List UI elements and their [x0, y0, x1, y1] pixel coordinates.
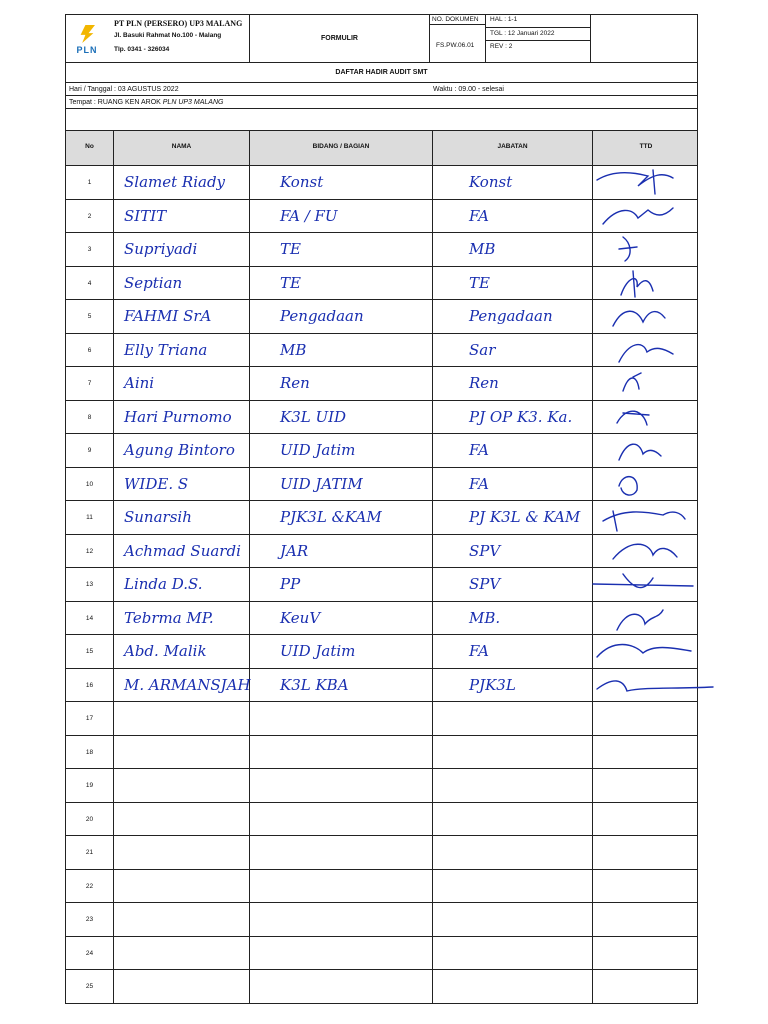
attendee-name — [114, 903, 250, 936]
signature-cell — [593, 334, 699, 367]
col-ttd: TTD — [639, 143, 653, 150]
attendee-position: Sar — [433, 334, 593, 367]
attendee-name: SITIT — [114, 200, 250, 233]
signature-cell — [593, 836, 699, 869]
attendee-position — [433, 870, 593, 903]
signature-cell — [593, 200, 699, 233]
row-number: 18 — [66, 736, 114, 769]
meeting-place: Tempat : RUANG KEN AROK PLN UP3 MALANG — [69, 99, 224, 106]
signature — [593, 300, 699, 334]
attendee-position: MB — [433, 233, 593, 266]
date-time-row — [66, 83, 697, 96]
signature — [593, 233, 699, 267]
table-row — [66, 803, 697, 837]
signature-cell — [593, 669, 699, 702]
signature-cell — [593, 803, 699, 836]
form-type-block — [250, 15, 430, 63]
form-title: DAFTAR HADIR AUDIT SMT — [66, 63, 697, 83]
attendee-name — [114, 836, 250, 869]
signature-cell — [593, 602, 699, 635]
table-row — [66, 870, 697, 904]
signature-cell — [593, 434, 699, 467]
company-address: Jl. Basuki Rahmat No.100 - Malang — [114, 32, 222, 39]
attendee-position — [433, 836, 593, 869]
attendee-position: PJ K3L & KAM — [433, 501, 593, 534]
table-row — [66, 903, 697, 937]
signature-cell — [593, 535, 699, 568]
table-row — [66, 836, 697, 870]
table-row — [66, 434, 697, 468]
table-row — [66, 166, 697, 200]
signature-cell — [593, 635, 699, 668]
signature-cell — [593, 501, 699, 534]
signature — [593, 535, 699, 569]
signature-cell — [593, 401, 699, 434]
attendee-name: Aini — [114, 367, 250, 400]
attendee-position: FA — [433, 434, 593, 467]
signature — [593, 669, 699, 703]
company-phone: Tlp. 0341 - 326034 — [114, 46, 170, 53]
attendee-name: Linda D.S. — [114, 568, 250, 601]
signature-cell — [593, 233, 699, 266]
signature — [593, 367, 699, 401]
signature-cell — [593, 736, 699, 769]
row-number: 7 — [66, 367, 114, 400]
attendee-position: PJ OP K3. Ka. — [433, 401, 593, 434]
doc-revision: REV : 2 — [490, 43, 513, 50]
signature — [593, 602, 699, 636]
logo-text: PLN — [76, 45, 98, 55]
attendee-division: TE — [250, 267, 433, 300]
signature-cell — [593, 769, 699, 802]
attendee-division: UID JATIM — [250, 468, 433, 501]
attendee-position — [433, 970, 593, 1003]
attendee-name — [114, 803, 250, 836]
attendee-position: TE — [433, 267, 593, 300]
attendee-division — [250, 769, 433, 802]
table-row — [66, 970, 697, 1004]
attendee-position — [433, 903, 593, 936]
row-number: 23 — [66, 903, 114, 936]
attendee-position — [433, 937, 593, 970]
attendee-division: UID Jatim — [250, 434, 433, 467]
attendee-division: Konst — [250, 166, 433, 199]
attendee-position: SPV — [433, 535, 593, 568]
row-number: 15 — [66, 635, 114, 668]
table-row — [66, 602, 697, 636]
row-number: 12 — [66, 535, 114, 568]
col-nama: NAMA — [114, 131, 250, 165]
attendee-division — [250, 870, 433, 903]
row-number: 9 — [66, 434, 114, 467]
col-bidang: BIDANG / BAGIAN — [250, 131, 433, 165]
attendee-name: Hari Purnomo — [114, 401, 250, 434]
row-number: 6 — [66, 334, 114, 367]
table-row — [66, 635, 697, 669]
attendee-name: M. ARMANSJAH — [114, 669, 250, 702]
doc-number-block — [430, 15, 486, 63]
row-number: 2 — [66, 200, 114, 233]
form-type: FORMULIR — [321, 35, 358, 42]
table-row — [66, 200, 697, 234]
attendee-position: SPV — [433, 568, 593, 601]
row-number: 17 — [66, 702, 114, 735]
attendee-name: WIDE. S — [114, 468, 250, 501]
table-row — [66, 334, 697, 368]
spacer-row — [66, 109, 697, 130]
attendee-name: Elly Triana — [114, 334, 250, 367]
table-header — [66, 130, 697, 166]
row-number: 21 — [66, 836, 114, 869]
form-header — [66, 15, 697, 63]
row-number: 10 — [66, 468, 114, 501]
row-number: 13 — [66, 568, 114, 601]
signature — [593, 166, 699, 200]
attendee-division — [250, 803, 433, 836]
signature-cell — [593, 568, 699, 601]
attendance-form — [65, 14, 698, 1004]
signature-cell — [593, 903, 699, 936]
attendee-name — [114, 970, 250, 1003]
signature — [593, 200, 699, 234]
signature-cell — [593, 166, 699, 199]
attendee-division: Pengadaan — [250, 300, 433, 333]
row-number: 4 — [66, 267, 114, 300]
row-number: 5 — [66, 300, 114, 333]
signature — [593, 635, 699, 669]
attendee-position — [433, 769, 593, 802]
attendee-name: Achmad Suardi — [114, 535, 250, 568]
signature — [593, 434, 699, 468]
attendee-position: Pengadaan — [433, 300, 593, 333]
doc-number-label: NO. DOKUMEN — [432, 16, 479, 23]
signature — [593, 568, 699, 602]
row-number: 24 — [66, 937, 114, 970]
table-row — [66, 300, 697, 334]
table-row — [66, 367, 697, 401]
signature-cell — [593, 300, 699, 333]
attendee-position — [433, 803, 593, 836]
attendee-division: PP — [250, 568, 433, 601]
attendee-name — [114, 736, 250, 769]
place-row — [66, 96, 697, 109]
table-row — [66, 401, 697, 435]
attendee-name: FAHMI SrA — [114, 300, 250, 333]
row-number: 20 — [66, 803, 114, 836]
table-row — [66, 468, 697, 502]
table-row — [66, 535, 697, 569]
attendee-division: Ren — [250, 367, 433, 400]
pln-logo — [74, 23, 100, 57]
attendee-division — [250, 937, 433, 970]
attendee-name: Septian — [114, 267, 250, 300]
row-number: 19 — [66, 769, 114, 802]
attendee-name — [114, 870, 250, 903]
attendee-name: Agung Bintoro — [114, 434, 250, 467]
attendee-division — [250, 836, 433, 869]
signature-cell — [593, 870, 699, 903]
attendee-position: PJK3L — [433, 669, 593, 702]
attendee-division: UID Jatim — [250, 635, 433, 668]
attendee-position: FA — [433, 468, 593, 501]
attendee-name: Slamet Riady — [114, 166, 250, 199]
attendee-division — [250, 970, 433, 1003]
attendee-name — [114, 702, 250, 735]
row-number: 16 — [66, 669, 114, 702]
attendee-position — [433, 736, 593, 769]
attendee-division: K3L UID — [250, 401, 433, 434]
row-number: 3 — [66, 233, 114, 266]
attendee-division — [250, 702, 433, 735]
doc-code: FS.PW.06.01 — [436, 42, 475, 49]
row-number: 11 — [66, 501, 114, 534]
signature-cell — [593, 937, 699, 970]
attendee-position: Ren — [433, 367, 593, 400]
table-row — [66, 937, 697, 971]
signature — [593, 501, 699, 535]
meeting-time: Waktu : 09.00 - selesai — [433, 86, 504, 93]
row-number: 14 — [66, 602, 114, 635]
table-row — [66, 669, 697, 703]
row-number: 22 — [66, 870, 114, 903]
row-number: 1 — [66, 166, 114, 199]
table-row — [66, 267, 697, 301]
row-number: 25 — [66, 970, 114, 1003]
attendee-division: FA / FU — [250, 200, 433, 233]
attendee-name: Abd. Malik — [114, 635, 250, 668]
col-no: No — [66, 131, 114, 165]
meeting-date: Hari / Tanggal : 03 AGUSTUS 2022 — [69, 86, 179, 93]
attendee-position: MB. — [433, 602, 593, 635]
col-jabatan: JABATAN — [433, 131, 593, 165]
attendee-division — [250, 736, 433, 769]
attendee-division: KeuV — [250, 602, 433, 635]
attendee-division: TE — [250, 233, 433, 266]
signature-cell — [593, 468, 699, 501]
table-row — [66, 736, 697, 770]
doc-meta-block — [486, 15, 591, 63]
company-name: PT PLN (PERSERO) UP3 MALANG — [114, 19, 243, 28]
attendee-division — [250, 903, 433, 936]
table-row — [66, 769, 697, 803]
attendee-name: Tebrma MP. — [114, 602, 250, 635]
attendee-name: Sunarsih — [114, 501, 250, 534]
attendee-position — [433, 702, 593, 735]
attendee-name — [114, 769, 250, 802]
row-number: 8 — [66, 401, 114, 434]
attendee-position: FA — [433, 200, 593, 233]
signature — [593, 401, 699, 435]
table-row — [66, 702, 697, 736]
signature — [593, 334, 699, 368]
signature-cell — [593, 970, 699, 1003]
table-row — [66, 568, 697, 602]
lightning-icon — [79, 25, 95, 43]
signature-cell — [593, 367, 699, 400]
doc-date: TGL : 12 Januari 2022 — [490, 30, 555, 37]
attendee-name: Supriyadi — [114, 233, 250, 266]
attendee-division: PJK3L &KAM — [250, 501, 433, 534]
table-row — [66, 233, 697, 267]
signature-cell — [593, 267, 699, 300]
attendee-division: K3L KBA — [250, 669, 433, 702]
signature — [593, 267, 699, 301]
signature — [593, 468, 699, 502]
attendee-position: FA — [433, 635, 593, 668]
page-info: HAL : 1-1 — [490, 16, 518, 23]
attendee-position: Konst — [433, 166, 593, 199]
attendee-name — [114, 937, 250, 970]
table-row — [66, 501, 697, 535]
signature-cell — [593, 702, 699, 735]
company-block — [66, 15, 250, 63]
attendee-division: MB — [250, 334, 433, 367]
attendee-division: JAR — [250, 535, 433, 568]
